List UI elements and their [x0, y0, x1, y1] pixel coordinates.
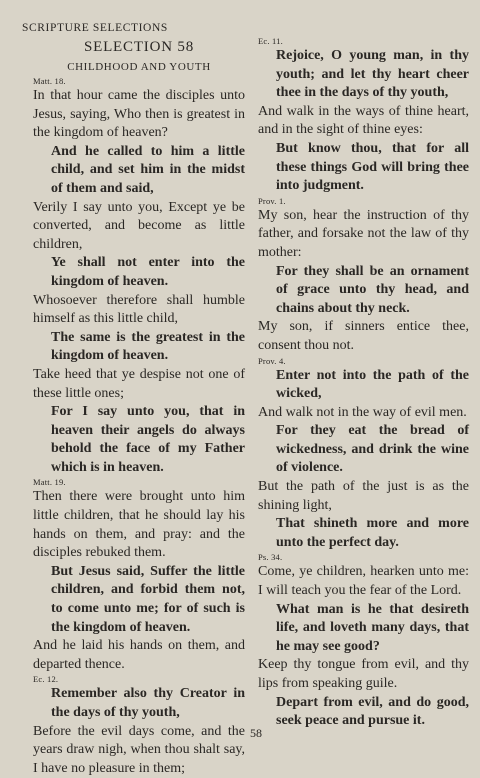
verse-reading: But the path of the just is as the shining light,: [258, 479, 469, 513]
verse-reading: My son, if sinners entice thee, consent thou not.: [258, 319, 469, 353]
verse-response: The same is the greatest in the kingdom of heaven.: [51, 329, 245, 364]
running-head: SCRIPTURE SELECTIONS: [22, 22, 168, 34]
verse-response: But know thou, that for all these things God will bring thee into judgment.: [276, 140, 469, 194]
verse-reading: And walk not in the way of evil men.: [258, 404, 467, 420]
scripture-reference: Matt. 19.: [33, 477, 66, 488]
scripture-reference: Prov. 4.: [258, 355, 286, 366]
verse-response: For I say unto you, that in heaven their angels do always behold the face of my Father which is in heaven.: [51, 404, 245, 475]
scripture-reference: Ps. 34.: [258, 552, 283, 563]
verse-response: What man is he that desireth life, and loveth many days, that he may see good?: [276, 601, 469, 654]
verse-response: For they shall be an ornament of grace unto thy head, and chains about thy neck.: [276, 263, 469, 316]
verse-reading: And walk in the ways of thine heart, and in the sight of thine eyes:: [258, 103, 469, 138]
right-column-body: [258, 36, 469, 731]
verse-response: Enter not into the path of the wicked,: [276, 367, 469, 402]
verse-reading: Verily I say unto you, Except ye be converted, and become as little children,: [33, 199, 245, 252]
verse-reading: Keep thy tongue from evil, and thy lips from speaking guile.: [258, 657, 469, 691]
verse-reading: Then there were brought unto him little children, that he should lay his hands on them, and pray: and the disciples rebuked them.: [33, 489, 245, 561]
verse-reading: Come, ye children, hearken unto me: I will teach you the fear of the Lord.: [258, 564, 469, 599]
verse-response: That shineth more and more unto the perfect day.: [276, 516, 469, 550]
verse-response: Depart from evil, and do good, seek peace and pursue it.: [276, 694, 469, 729]
left-column-body: [33, 76, 245, 778]
verse-reading: In that hour came the disciples unto Jesus, saying, Who then is greatest in the kingdom of heaven?: [33, 88, 245, 141]
verse-reading: My son, hear the instruction of thy father, and forsake not the law of thy mother:: [258, 207, 469, 260]
verse-reading: Whosoever therefore shall humble himself as this little child,: [33, 292, 245, 327]
selection-subtitle: CHILDHOOD AND YOUTH: [67, 61, 211, 73]
scripture-reference: Ec. 12.: [33, 674, 59, 685]
scripture-reference: Matt. 18.: [33, 76, 66, 86]
verse-reading: And he laid his hands on them, and departed thence.: [33, 638, 245, 672]
verse-response: Ye shall not enter into the kingdom of heaven.: [51, 255, 245, 289]
verse-response: But Jesus said, Suffer the little children, and forbid them not, to come unto me; for of such is the kingdom of heaven.: [51, 563, 245, 635]
verse-response: Rejoice, O young man, in thy youth; and let thy heart cheer thee in the days of thy youth,: [276, 48, 469, 101]
verse-response: Remember also thy Creator in the days of thy youth,: [51, 686, 245, 720]
left-column: [33, 36, 245, 778]
scripture-reference: Ec. 11.: [258, 36, 283, 46]
verse-reading: Take heed that ye despise not one of these little ones;: [33, 366, 245, 401]
right-column: [258, 36, 469, 731]
selection-title: SELECTION 58: [83, 39, 194, 55]
verse-response: For they eat the bread of wickedness, and drink the wine of violence.: [276, 423, 469, 476]
page-number: 58: [250, 726, 262, 740]
scripture-reference: Prov. 1.: [258, 195, 286, 206]
verse-reading: Before the evil days come, and the years draw nigh, when thou shalt say, I have no pleasure in them;: [33, 723, 245, 776]
verse-response: And he called to him a little child, and set him in the midst of them and said,: [51, 143, 245, 196]
